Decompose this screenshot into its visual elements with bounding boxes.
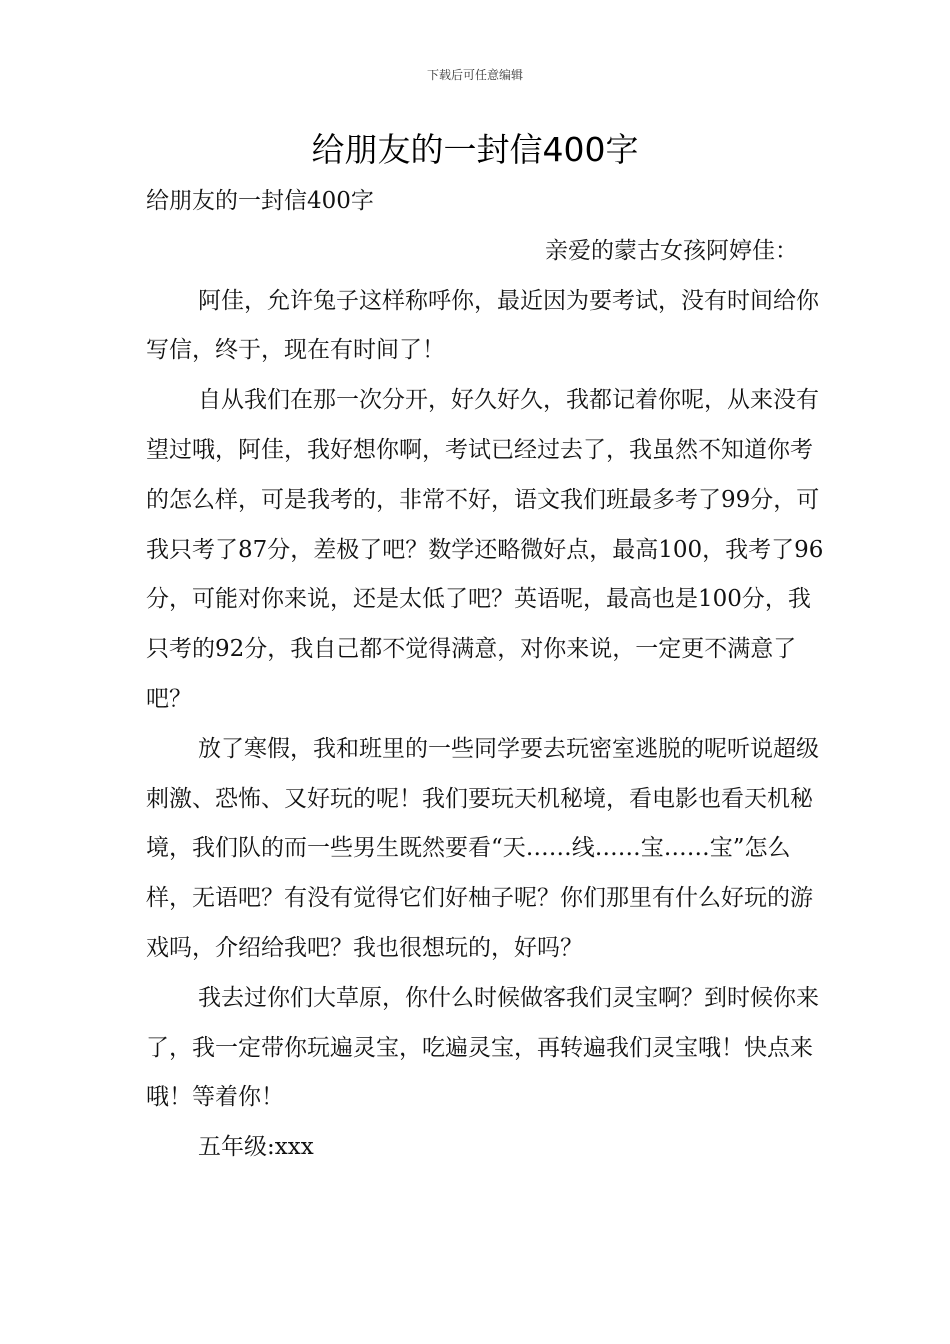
paragraph: 阿佳，允许兔子这样称呼你，最近因为要考试，没有时间给你写信，终于，现在有时间了！ [146,287,819,364]
paragraph: 我去过你们大草原，你什么时候做客我们灵宝啊？到时候你来了，我一定带你玩遍灵宝，吃遍灵宝，再转遍我们灵宝哦！快点来哦！等着你！ [146,984,819,1111]
document-title: 给朋友的一封信400字 [311,130,639,169]
paragraph: 自从我们在那一次分开，好久好久，我都记着你呢，从来没有望过哦，阿佳，我好想你啊，考试已经过去了，我虽然不知道你考的怎么样，可是我考的，非常不好，语文我们班最多考了99分，可我只考了87分，差极了吧？数学还略微好点，最高100，我考了96分，可能对你来说，还是太低了吧？英语呢，最高也是100分，我只考的92分，我自己都不觉得满意，对你来说，一定更不满意了吧？ [146,387,824,712]
letter-signature: 五年级:xxx [198,1134,314,1161]
letter-salutation: 亲爱的蒙古女孩阿婷佳： [545,237,798,264]
paragraph: 放了寒假，我和班里的一些同学要去玩密室逃脱的呢听说超级刺激、恐怖、又好玩的呢！我们要玩天机秘境，看电影也看天机秘境，我们队的而一些男生既然要看“天……线……宝……宝”怎么样，无语吧？有没有觉得它们好柚子呢？你们那里有什么好玩的游戏吗，介绍给我吧？我也很想玩的，好吗？ [146,735,819,961]
letter-body [146,177,826,1173]
header-note: 下载后可任意编辑 [426,68,523,82]
letter-subtitle: 给朋友的一封信400字 [146,188,374,214]
